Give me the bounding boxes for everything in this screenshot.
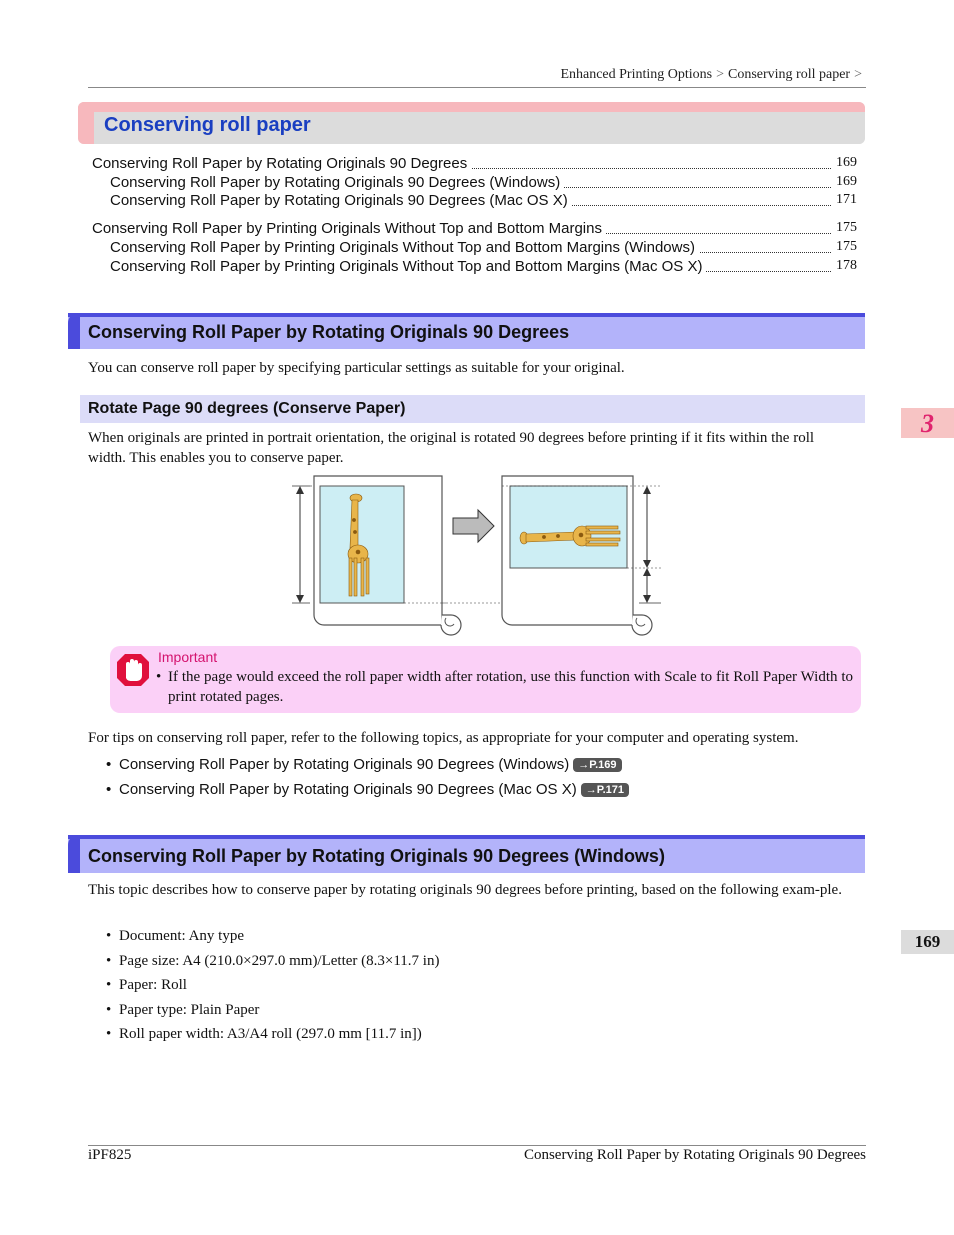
- important-note: [110, 646, 861, 713]
- important-label: Important: [158, 649, 218, 665]
- chapter-tab[interactable]: 3: [901, 408, 954, 438]
- rotated-roll-sheet: [442, 476, 661, 635]
- toc-item[interactable]: Conserving Roll Paper by Printing Originals Without Top and Bottom Margins 175: [92, 220, 857, 237]
- page-number-tab: 169: [901, 930, 954, 954]
- toc-item[interactable]: Conserving Roll Paper by Rotating Originals 90 Degrees (Windows) 169: [110, 174, 857, 191]
- bullet-marker: •: [156, 669, 162, 685]
- list-item: • Page size: A4 (210.0×297.0 mm)/Letter (8.3×11.7 in): [106, 953, 440, 969]
- list-item: • Paper type: Plain Paper: [106, 1002, 260, 1018]
- subsection-text: When originals are printed in portrait orientation, the original is rotated 90 degrees before printing if it fits within the roll width. This enables you to conserve paper.: [88, 430, 815, 466]
- toc-item[interactable]: Conserving Roll Paper by Printing Originals Without Top and Bottom Margins (Windows) 175: [110, 239, 857, 256]
- breadcrumb-separator: >: [716, 67, 724, 82]
- page-link-badge[interactable]: →P.171: [581, 783, 629, 797]
- list-item: • Document: Any type: [106, 928, 244, 944]
- list-item: • Paper: Roll: [106, 977, 187, 993]
- section-intro: You can conserve roll paper by specifying particular settings as suitable for your original.: [88, 360, 625, 376]
- footer-model: iPF825: [88, 1147, 132, 1163]
- breadcrumb-item[interactable]: Conserving roll paper: [728, 67, 851, 82]
- toc-item[interactable]: Conserving Roll Paper by Rotating Originals 90 Degrees (Mac OS X) 171: [110, 192, 857, 209]
- footer-divider: [88, 1145, 866, 1146]
- stop-hand-icon: [115, 652, 151, 688]
- subsection-banner: [80, 395, 865, 423]
- breadcrumb: [560, 67, 866, 83]
- important-text: [156, 667, 853, 707]
- toc-item[interactable]: Conserving Roll Paper by Printing Originals Without Top and Bottom Margins (Mac OS X) 178: [110, 258, 857, 275]
- list-item: • Roll paper width: A3/A4 roll (297.0 mm [11.7 in]): [106, 1026, 422, 1042]
- breadcrumb-separator: >: [854, 67, 862, 82]
- header-divider: [88, 87, 866, 88]
- page-link-badge[interactable]: →P.169: [573, 758, 621, 772]
- section-intro: This topic describes how to conserve paper by rotating originals 90 degrees before printing, based on the following exam-ple.: [88, 882, 842, 898]
- rotation-illustration: [286, 470, 666, 640]
- arrow-right-icon: [453, 510, 494, 542]
- important-body: If the page would exceed the roll paper width after rotation, use this function with Scale to fit Roll Paper Width to print rotated pages.: [168, 669, 853, 705]
- section-banner: [68, 835, 865, 873]
- footer-section-title: Conserving Roll Paper by Rotating Originals 90 Degrees: [523, 1147, 866, 1163]
- list-item[interactable]: • Conserving Roll Paper by Rotating Originals 90 Degrees (Mac OS X) →P.171: [106, 781, 629, 798]
- subsection-title: Rotate Page 90 degrees (Conserve Paper): [88, 400, 406, 417]
- link-text[interactable]: Conserving Roll Paper by Rotating Originals 90 Degrees (Mac OS X): [119, 781, 577, 798]
- portrait-roll-sheet: [292, 476, 461, 635]
- chapter-title: Conserving roll paper: [104, 114, 311, 136]
- breadcrumb-item[interactable]: Enhanced Printing Options: [560, 67, 713, 82]
- section-title: Conserving Roll Paper by Rotating Originals 90 Degrees (Windows): [88, 846, 665, 866]
- tips-text: For tips on conserving roll paper, refer to the following topics, as appropriate for your computer and operating system.: [88, 730, 799, 746]
- chapter-banner: [78, 102, 865, 144]
- list-item[interactable]: • Conserving Roll Paper by Rotating Originals 90 Degrees (Windows) →P.169: [106, 756, 622, 773]
- link-text[interactable]: Conserving Roll Paper by Rotating Originals 90 Degrees (Windows): [119, 756, 570, 773]
- section-banner: [68, 313, 865, 349]
- section-title: Conserving Roll Paper by Rotating Originals 90 Degrees: [88, 322, 570, 342]
- toc-item[interactable]: Conserving Roll Paper by Rotating Originals 90 Degrees 169: [92, 155, 857, 172]
